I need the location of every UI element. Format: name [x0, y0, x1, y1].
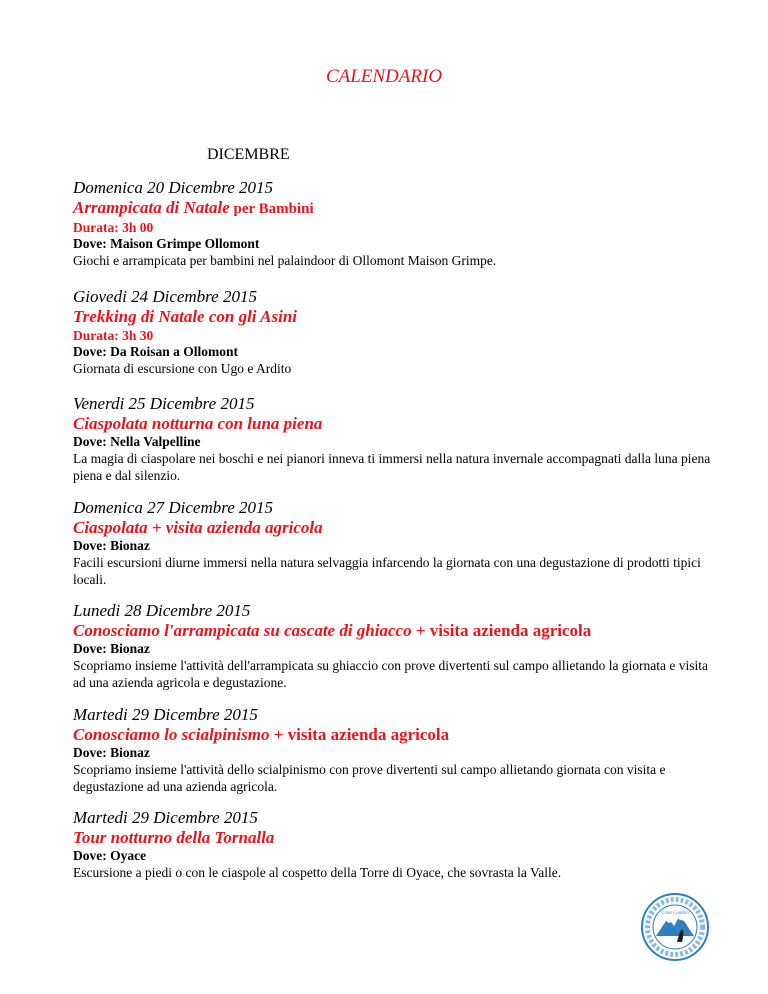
event-name-main: Arrampicata di Natale — [73, 198, 230, 217]
event-entry — [73, 808, 713, 881]
event-name-suffix: + visita azienda agricola — [411, 621, 592, 640]
event-date: Giovedi 24 Dicembre 2015 — [73, 287, 257, 306]
event-location: Dove: Da Roisan a Ollomont — [73, 344, 238, 359]
event-name — [73, 621, 713, 641]
event-name — [73, 414, 713, 434]
event-location: Dove: Bionaz — [73, 538, 150, 553]
event-location: Dove: Bionaz — [73, 641, 150, 656]
event-description: Giochi e arrampicata per bambini nel palaindoor di Ollomont Maison Grimpe. — [73, 253, 497, 268]
event-location: Dove: Nella Valpelline — [73, 434, 201, 449]
event-name-main: Ciaspolata + visita azienda agricola — [73, 518, 323, 537]
event-name-suffix: per Bambini — [229, 201, 314, 217]
event-description: Scopriamo insieme l'attività dell'arrampicata su ghiaccio con prove divertenti sul campo allietando la giornata e visita ad una azienda agricola e degustazione. — [73, 658, 709, 690]
event-description: Facili escursioni diurne immersi nella natura selvaggia infarcendo la giornata con una degustazione di prodotti tipici locali. — [73, 555, 701, 587]
event-entry — [73, 498, 713, 588]
logo-center-text: Gran Combin — [661, 911, 689, 916]
event-name — [73, 828, 713, 848]
event-name-main: Trekking di Natale con gli Asini — [73, 307, 298, 326]
event-location: Dove: Bionaz — [73, 745, 150, 760]
event-duration: Durata: 3h 30 — [73, 328, 154, 343]
event-location: Dove: Oyace — [73, 848, 147, 863]
event-date: Lunedi 28 Dicembre 2015 — [73, 601, 251, 620]
event-name-main: Ciaspolata notturna con luna piena — [73, 414, 323, 433]
event-entry — [73, 287, 713, 377]
event-date: Domenica 20 Dicembre 2015 — [73, 178, 274, 197]
month-heading: DICEMBRE — [207, 146, 290, 163]
event-description: La magia di ciaspolare nei boschi e nei pianori inneva ti immersi nella natura invernale accompagnati dalla luna piena piena e dal silenzio. — [73, 451, 711, 483]
event-description: Giornata di escursione con Ugo e Ardito — [73, 361, 292, 376]
event-name-main: Tour notturno della Tornalla — [73, 828, 275, 847]
event-date: Domenica 27 Dicembre 2015 — [73, 498, 274, 517]
event-entry — [73, 178, 713, 269]
event-location: Dove: Maison Grimpe Ollomont — [73, 236, 260, 251]
event-name-suffix: + visita azienda agricola — [269, 725, 450, 744]
event-entry — [73, 601, 713, 691]
event-date: Venerdi 25 Dicembre 2015 — [73, 394, 255, 413]
event-name-main: Conosciamo lo scialpinismo — [73, 725, 270, 744]
event-name — [73, 518, 713, 538]
event-date: Martedi 29 Dicembre 2015 — [73, 705, 258, 724]
guide-logo — [640, 892, 710, 962]
event-entry — [73, 394, 713, 484]
document-title: CALENDARIO — [325, 66, 443, 87]
event-entry — [73, 705, 713, 795]
event-description: Escursione a piedi o con le ciaspole al cospetto della Torre di Oyace, che sovrasta la Valle. — [73, 865, 562, 880]
event-name-main: Conosciamo l'arrampicata su cascate di ghiacco — [73, 621, 412, 640]
event-duration: Durata: 3h 00 — [73, 220, 154, 235]
event-description: Scopriamo insieme l'attività dello scialpinismo con prove divertenti sul campo allietando giornata con visita e degustazione ad una azienda agricola. — [73, 762, 666, 794]
event-name — [73, 198, 713, 219]
event-name — [73, 725, 713, 745]
event-name — [73, 307, 713, 327]
event-date: Martedi 29 Dicembre 2015 — [73, 808, 258, 827]
